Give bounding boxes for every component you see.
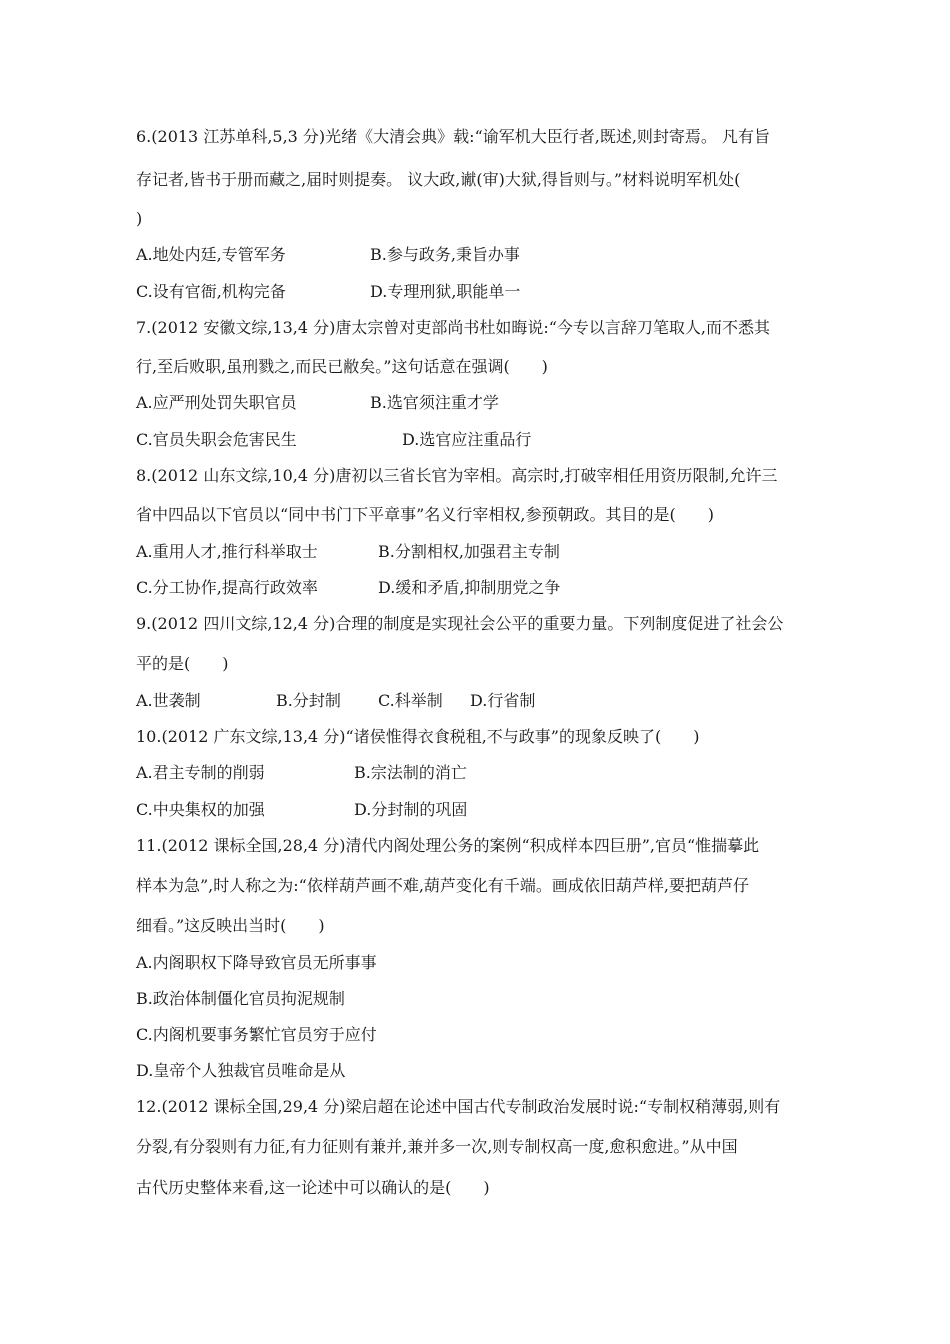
question-10-option-d: D.分封制的巩固	[354, 800, 468, 819]
question-6-line-1: 6.(2013 江苏单科,5,3 分)光绪《大清会典》载:“谕军机大臣行者,既述,则封寄焉。 凡有旨	[136, 127, 771, 146]
question-6-line-2: 存记者,皆书于册而藏之,届时则提奏。 议大政,谳(审)大狱,得旨则与。”材料说明军机处(	[136, 170, 741, 189]
question-12-line-3: 古代历史整体来看,这一论述中可以确认的是( )	[136, 1178, 490, 1197]
question-11-option-a: A.内阁职权下降导致官员无所事事	[136, 953, 377, 972]
question-8-line-1: 8.(2012 山东文综,10,4 分)唐初以三省长官为宰相。高宗时,打破宰相任用资历限制,允许三	[136, 466, 778, 485]
question-6-line-3: )	[136, 209, 143, 228]
question-7-line-1: 7.(2012 安徽文综,13,4 分)唐太宗曾对吏部尚书杜如晦说:“今专以言辞刀笔取人,而不悉其	[136, 318, 771, 337]
question-7-line-2: 行,至后败职,虽刑戮之,而民已敝矣。”这句话意在强调( )	[136, 357, 548, 376]
question-8-option-d: D.缓和矛盾,抑制朋党之争	[378, 578, 561, 597]
question-11-option-d: D.皇帝个人独裁官员唯命是从	[136, 1061, 346, 1080]
question-9-option-a: A.世袭制	[136, 691, 201, 710]
question-8-option-a: A.重用人才,推行科举取士	[136, 542, 318, 561]
question-9-line-2: 平的是( )	[136, 654, 229, 673]
question-12-line-2: 分裂,有分裂则有力征,有力征则有兼并,兼并多一次,则专制权高一度,愈积愈进。”从中国	[136, 1137, 738, 1156]
question-10-option-b: B.宗法制的消亡	[354, 763, 467, 782]
question-9-option-d: D.行省制	[470, 691, 536, 710]
question-7-option-a: A.应严刑处罚失职官员	[136, 393, 297, 412]
question-7-option-d: D.选官应注重品行	[402, 430, 532, 449]
question-11-line-1: 11.(2012 课标全国,28,4 分)清代内阁处理公务的案例“积成样本四巨册”,官员“惟揣摹此	[136, 836, 760, 855]
question-7-option-b: B.选官须注重才学	[370, 393, 499, 412]
question-8-option-b: B.分割相权,加强君主专制	[378, 542, 560, 561]
question-6-option-c: C.设有官衙,机构完备	[136, 282, 286, 301]
question-6-option-d: D.专理刑狱,职能单一	[370, 282, 521, 301]
question-12-line-1: 12.(2012 课标全国,29,4 分)梁启超在论述中国古代专制政治发展时说:“专制权稍薄弱,则有	[136, 1097, 781, 1116]
question-11-option-b: B.政治体制僵化官员拘泥规制	[136, 989, 345, 1008]
question-6-option-a: A.地处内廷,专管军务	[136, 245, 286, 264]
question-11-line-3: 细看。”这反映出当时( )	[136, 916, 325, 935]
question-11-line-2: 样本为急”,时人称之为:“依样葫芦画不难,葫芦变化有千端。画成依旧葫芦样,要把葫芦仔	[136, 876, 750, 895]
question-10-line-1: 10.(2012 广东文综,13,4 分)“诸侯惟得衣食税租,不与政事”的现象反映了( )	[136, 727, 700, 746]
question-11-option-c: C.内阁机要事务繁忙官员穷于应付	[136, 1025, 377, 1044]
question-10-option-c: C.中央集权的加强	[136, 800, 265, 819]
question-9-line-1: 9.(2012 四川文综,12,4 分)合理的制度是实现社会公平的重要力量。下列制度促进了社会公	[136, 614, 784, 633]
question-8-option-c: C.分工协作,提高行政效率	[136, 578, 318, 597]
question-9-option-b: B.分封制	[276, 691, 341, 710]
question-8-line-2: 省中四品以下官员以“同中书门下平章事”名义行宰相权,参预朝政。其目的是( )	[136, 505, 714, 524]
question-7-option-c: C.官员失职会危害民生	[136, 430, 297, 449]
question-9-option-c: C.科举制	[378, 691, 443, 710]
question-6-option-b: B.参与政务,秉旨办事	[370, 245, 520, 264]
question-10-option-a: A.君主专制的削弱	[136, 763, 265, 782]
